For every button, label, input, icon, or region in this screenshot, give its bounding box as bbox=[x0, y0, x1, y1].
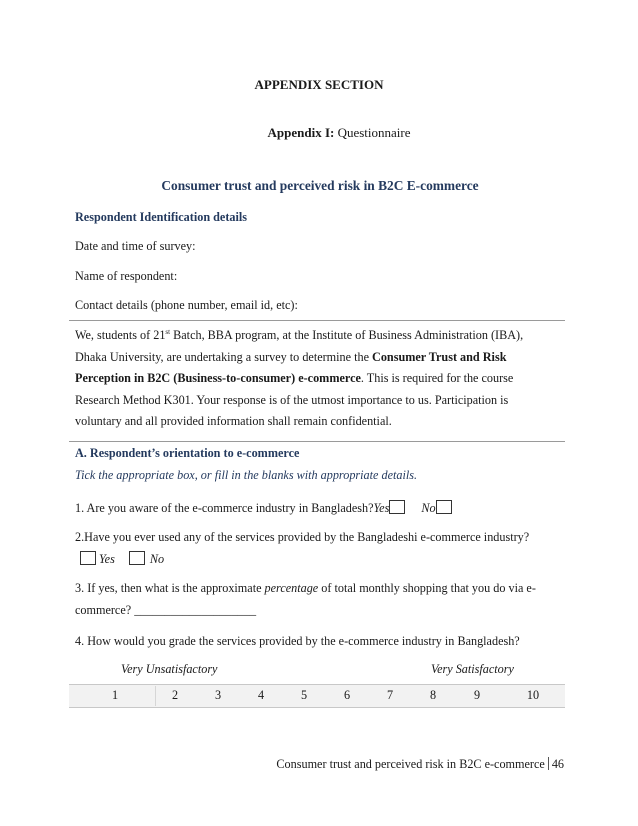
scale-option-1[interactable]: 1 bbox=[111, 688, 119, 702]
question-3-text-b: of total monthly shopping that you do via e- bbox=[318, 581, 536, 595]
intro-paragraph bbox=[75, 325, 563, 433]
document-title: Consumer trust and perceived risk in B2C E-commerce bbox=[161, 178, 479, 193]
appendix-label: Appendix I: bbox=[267, 125, 335, 140]
appendix-heading: APPENDIX SECTION bbox=[254, 77, 384, 92]
appendix-text: Questionnaire bbox=[337, 125, 411, 140]
footer-text: Consumer trust and perceived risk in B2C e-commerce bbox=[276, 757, 545, 771]
scale-separator bbox=[155, 686, 156, 706]
question-2-yes-checkbox[interactable] bbox=[80, 551, 96, 565]
divider-top bbox=[69, 320, 565, 321]
question-2-no-label: No bbox=[149, 552, 165, 566]
date-time-field-label: Date and time of survey: bbox=[75, 239, 196, 253]
question-1-no-label: No bbox=[421, 501, 436, 515]
question-1-yes-label: Yes bbox=[373, 501, 390, 515]
section-a-instruction: Tick the appropriate box, or fill in the blanks with appropriate details. bbox=[75, 468, 418, 482]
contact-details-field-label: Contact details (phone number, email id, etc): bbox=[75, 298, 298, 312]
intro-line2-bold: Consumer Trust and Risk bbox=[372, 349, 507, 364]
scale-option-5[interactable]: 5 bbox=[300, 688, 308, 702]
question-4-text: 4. How would you grade the services provided by the e-commerce industry in Bangladesh? bbox=[75, 634, 520, 648]
question-3-text-a: 3. If yes, then what is the approximate bbox=[75, 581, 265, 595]
intro-line5: voluntary and all provided information shall remain confidential. bbox=[75, 414, 392, 428]
intro-line4: Research Method K301. Your response is of the utmost importance to us. Participation is bbox=[75, 392, 509, 407]
question-1-no-checkbox[interactable] bbox=[436, 500, 452, 514]
scale-option-7[interactable]: 7 bbox=[386, 688, 394, 702]
scale-option-4[interactable]: 4 bbox=[257, 688, 265, 702]
divider-bottom bbox=[69, 441, 565, 442]
page-number: 46 bbox=[551, 757, 564, 771]
footer-divider bbox=[548, 757, 549, 770]
scale-left-anchor: Very Unsatisfactory bbox=[121, 662, 218, 676]
question-2-no-checkbox[interactable] bbox=[129, 551, 145, 565]
respondent-heading: Respondent Identification details bbox=[75, 210, 247, 224]
scale-option-2[interactable]: 2 bbox=[171, 688, 179, 702]
appendix-subheading bbox=[0, 125, 638, 141]
question-3-emphasis: percentage bbox=[264, 581, 319, 595]
question-2-options bbox=[80, 551, 164, 567]
respondent-name-field-label: Name of respondent: bbox=[75, 269, 178, 283]
intro-line3-b: . This is required for the course bbox=[360, 371, 514, 385]
intro-line2-a: Dhaka University, are undertaking a survey to determine the bbox=[75, 349, 373, 364]
question-1-text: 1. Are you aware of the e-commerce industry in Bangladesh? bbox=[75, 501, 374, 515]
question-3-percentage-input[interactable]: commerce? ____________________ bbox=[75, 603, 257, 617]
question-3-line1 bbox=[75, 581, 536, 596]
page-footer bbox=[276, 757, 564, 772]
scale-option-8[interactable]: 8 bbox=[429, 688, 437, 702]
scale-option-9[interactable]: 9 bbox=[473, 688, 481, 702]
scale-option-3[interactable]: 3 bbox=[214, 688, 222, 702]
section-a-heading: A. Respondent’s orientation to e-commerce bbox=[75, 446, 300, 460]
intro-line1-b: Batch, BBA program, at the Institute of Business Administration (IBA), bbox=[170, 328, 524, 342]
scale-option-10[interactable]: 10 bbox=[526, 688, 540, 702]
intro-line3-bold: Perception in B2C (Business-to-consumer) e-commerce bbox=[75, 371, 361, 385]
scale-option-6[interactable]: 6 bbox=[343, 688, 351, 702]
intro-line1-sup: st bbox=[165, 328, 171, 336]
question-1-yes-checkbox[interactable] bbox=[389, 500, 405, 514]
scale-right-anchor: Very Satisfactory bbox=[431, 662, 514, 676]
intro-line1-a: We, students of 21 bbox=[75, 328, 166, 342]
question-1 bbox=[75, 500, 452, 516]
question-2-yes-label: Yes bbox=[99, 552, 115, 566]
rating-scale bbox=[69, 684, 565, 708]
question-2-text: 2.Have you ever used any of the services provided by the Bangladeshi e-commerce industry? bbox=[75, 530, 530, 544]
